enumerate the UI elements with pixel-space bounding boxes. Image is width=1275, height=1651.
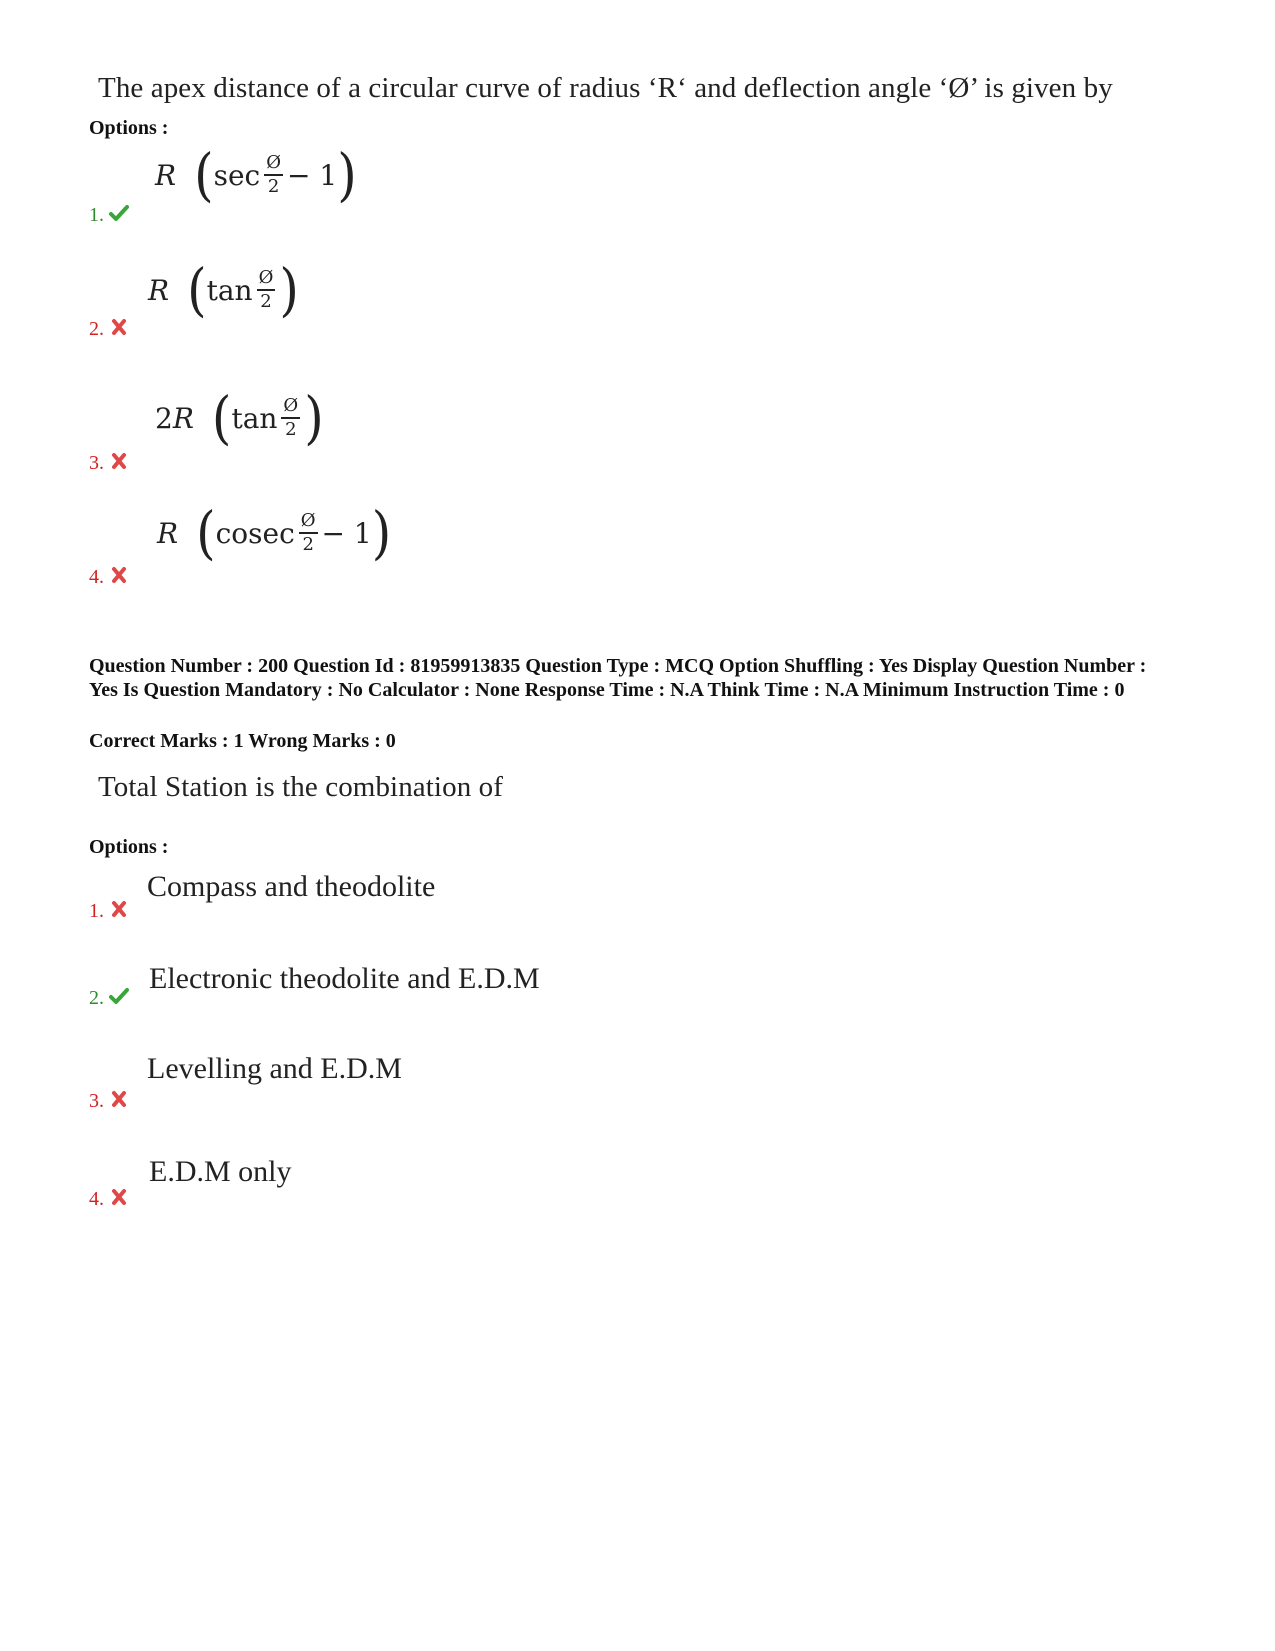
cross-icon xyxy=(109,900,129,918)
formula-coefficient: R xyxy=(148,273,170,307)
formula-tail: − 1 xyxy=(287,158,338,192)
option-number: 3. xyxy=(89,452,104,474)
left-paren: ( xyxy=(194,141,214,209)
formula-function: tan xyxy=(231,401,278,435)
question-marks: Correct Marks : 1 Wrong Marks : 0 xyxy=(89,730,396,752)
q1-option-4-number xyxy=(89,566,129,589)
option-number: 2. xyxy=(89,987,104,1009)
cross-icon xyxy=(109,566,129,584)
q2-option-3-number xyxy=(89,1090,129,1113)
cross-icon xyxy=(109,1188,129,1206)
fraction-numerator: Ø xyxy=(264,154,283,176)
formula-function: cosec xyxy=(215,516,295,550)
q2-option-4-number xyxy=(89,1188,129,1211)
q1-option-2-formula[interactable] xyxy=(148,256,299,324)
option-number: 4. xyxy=(89,1188,104,1210)
formula-function: tan xyxy=(206,273,253,307)
question-meta: Question Number : 200 Question Id : 81959913835 Question Type : MCQ Option Shuffling : Yes Display Question Number : Yes Is Question Mandatory : No Calculator : None Response Time : N.A Think Time : N.A Minimum Instruction Time : 0 xyxy=(89,655,1147,701)
right-paren: ) xyxy=(371,499,392,567)
formula-fraction xyxy=(299,512,318,554)
formula-function: sec xyxy=(213,158,261,192)
cross-icon xyxy=(109,1090,129,1108)
option-number: 1. xyxy=(89,900,104,922)
left-paren: ( xyxy=(211,384,232,452)
q2-option-3-text[interactable]: Levelling and E.D.M xyxy=(147,1052,402,1085)
fraction-denominator: 2 xyxy=(260,291,272,312)
fraction-numerator: Ø xyxy=(281,397,300,419)
question-1-text: The apex distance of a circular curve of radius ‘R‘ and deflection angle ‘Ø’ is given by xyxy=(98,72,1113,104)
question-2-text: Total Station is the combination of xyxy=(98,771,503,803)
q2-option-1-number xyxy=(89,900,129,923)
fraction-denominator: 2 xyxy=(267,176,280,197)
q1-option-3-number xyxy=(89,452,129,475)
q1-option-1-number xyxy=(89,204,129,227)
cross-icon xyxy=(109,452,129,470)
option-number: 1. xyxy=(89,204,104,226)
right-paren: ) xyxy=(337,141,357,209)
q2-option-2-text[interactable]: Electronic theodolite and E.D.M xyxy=(149,962,540,995)
q2-option-1-text[interactable]: Compass and theodolite xyxy=(147,870,436,903)
formula-fraction xyxy=(281,397,300,439)
check-icon xyxy=(109,204,129,222)
formula-coefficient-number: 2 xyxy=(155,401,173,435)
right-paren: ) xyxy=(279,256,299,324)
right-paren: ) xyxy=(304,384,324,452)
formula-fraction xyxy=(257,269,276,311)
q2-option-2-number xyxy=(89,987,129,1010)
check-icon xyxy=(109,987,129,1005)
q2-options-label: Options : xyxy=(89,836,169,858)
formula-fraction xyxy=(264,154,283,196)
fraction-numerator: Ø xyxy=(299,512,318,534)
q2-option-4-text[interactable]: E.D.M only xyxy=(149,1155,292,1188)
formula-coefficient: R xyxy=(172,401,194,435)
q1-option-4-formula[interactable] xyxy=(157,499,392,567)
q1-option-1-formula[interactable] xyxy=(155,141,357,209)
option-number: 3. xyxy=(89,1090,104,1112)
q1-option-3-formula[interactable] xyxy=(155,384,324,452)
formula-coefficient: R xyxy=(157,516,179,550)
formula-tail: − 1 xyxy=(321,516,372,550)
q1-options-label: Options : xyxy=(89,117,169,139)
formula-coefficient: R xyxy=(155,158,177,192)
option-number: 4. xyxy=(89,566,104,588)
fraction-numerator: Ø xyxy=(257,269,276,291)
q1-option-2-number xyxy=(89,318,129,341)
fraction-denominator: 2 xyxy=(285,419,297,440)
left-paren: ( xyxy=(196,499,216,567)
cross-icon xyxy=(109,318,129,336)
fraction-denominator: 2 xyxy=(302,534,314,555)
option-number: 2. xyxy=(89,318,104,340)
left-paren: ( xyxy=(187,256,207,324)
